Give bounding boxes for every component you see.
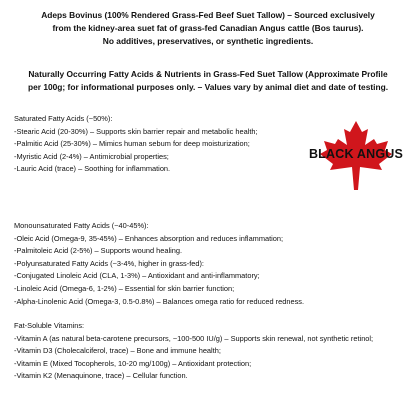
heading-line: from the kidney-area suet fat of grass-fed Canadian Angus cattle (Bos taurus).: [52, 23, 364, 33]
list-item: -Polyunsaturated Fatty Acids (~3-4%, higher in grass-fed):: [14, 258, 204, 268]
list-item: -Vitamin E (Mixed Tocopherols, 10-20 mg/100g) – Antioxidant protection;: [14, 358, 252, 368]
list-item: -Alpha-Linolenic Acid (Omega-3, 0.5-0.8%) – Balances omega ratio for reduced redness.: [14, 296, 305, 306]
heading-line: Adeps Bovinus (100% Rendered Grass-Fed Beef Suet Tallow) – Sourced exclusively: [41, 10, 375, 20]
list-item: -Vitamin D3 (Cholecalciferol, trace) – Bone and immune health;: [14, 346, 221, 356]
fat-soluble-vitamins-section: [14, 320, 404, 383]
section-title: Fat-Soluble Vitamins:: [14, 321, 85, 330]
heading-line: No additives, preservatives, or synthetic ingredients.: [102, 36, 314, 46]
list-item: -Stearic Acid (20-30%) – Supports skin barrier repair and metabolic health;: [14, 126, 258, 136]
product-description-heading: [6, 9, 410, 48]
list-item: -Palmitic Acid (25-30%) – Mimics human sebum for deep moisturization;: [14, 139, 250, 149]
saturated-fatty-acids-section: [14, 113, 404, 176]
list-item: -Palmitoleic Acid (2-5%) – Supports wound healing.: [14, 246, 183, 256]
list-item: -Vitamin K2 (Menaquinone, trace) – Cellular function.: [14, 371, 188, 381]
logo-text: BLACK ANGUS: [308, 147, 404, 161]
list-item: -Oleic Acid (Omega-9, 35-45%) – Enhances absorption and reduces inflammation;: [14, 233, 284, 243]
list-item: -Conjugated Linoleic Acid (CLA, 1-3%) – Antioxidant and anti-inflammatory;: [14, 271, 260, 281]
monounsaturated-fatty-acids-section: [14, 220, 404, 308]
list-item: -Myristic Acid (2-4%) – Antimicrobial properties;: [14, 151, 169, 161]
list-item: -Vitamin A (as natural beta-carotene precursors, ~100-500 IU/g) – Supports skin renewal, not synthetic retinol;: [14, 333, 374, 343]
profile-heading: [6, 68, 410, 94]
profile-heading-line: Naturally Occurring Fatty Acids & Nutrients in Grass-Fed Suet Tallow (Approximate Profile: [28, 69, 388, 79]
list-item: -Linoleic Acid (Omega-6, 1-2%) – Essential for skin barrier function;: [14, 283, 235, 293]
list-item: -Lauric Acid (trace) – Soothing for inflammation.: [14, 164, 171, 174]
section-title: Saturated Fatty Acids (~50%):: [14, 114, 113, 123]
section-title: Monounsaturated Fatty Acids (~40-45%):: [14, 221, 149, 230]
profile-heading-line: per 100g; for informational purposes only. – Values vary by animal diet and date of testing.: [27, 82, 389, 92]
